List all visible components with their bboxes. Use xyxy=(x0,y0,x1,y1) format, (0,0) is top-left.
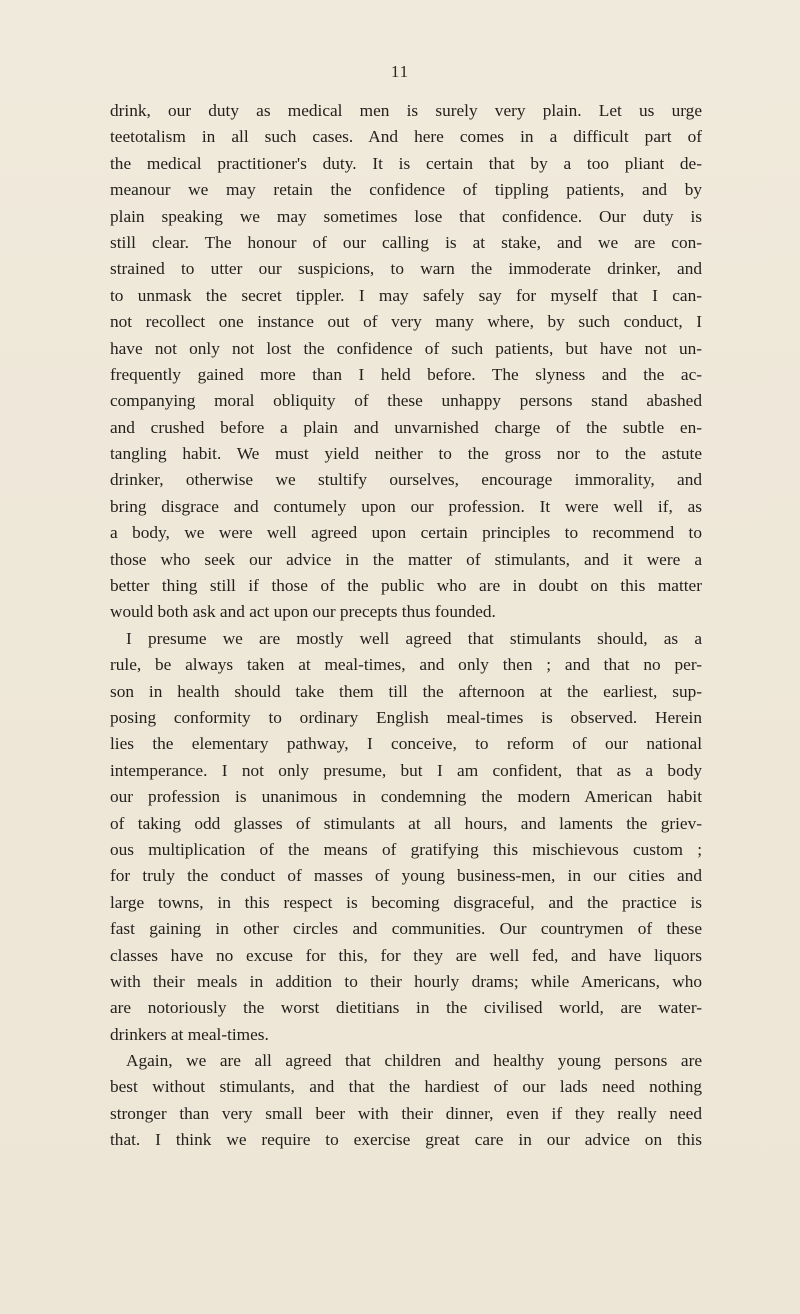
text-line: rule, be always taken at meal-times, and only then ; and that no per- xyxy=(110,655,702,675)
text-line: that. I think we require to exercise great care in our advice on this xyxy=(110,1130,702,1150)
text-line: companying moral obliquity of these unhappy persons stand abashed xyxy=(110,391,702,411)
body-text xyxy=(110,98,702,1154)
text-line: Again, we are all agreed that children and healthy young persons are xyxy=(126,1051,702,1071)
text-line: strained to utter our suspicions, to warn the immoderate drinker, and xyxy=(110,259,702,279)
text-line: a body, we were well agreed upon certain principles to recommend to xyxy=(110,523,702,543)
text-line: meanour we may retain the confidence of tippling patients, and by xyxy=(110,180,702,200)
text-line: lies the elementary pathway, I conceive, to reform of our national xyxy=(110,734,702,754)
text-line: of taking odd glasses of stimulants at all hours, and laments the griev- xyxy=(110,813,702,833)
text-line: I presume we are mostly well agreed that stimulants should, as a xyxy=(126,628,702,648)
text-line: stronger than very small beer with their dinner, even if they really need xyxy=(110,1103,702,1123)
text-line: drinkers at meal-times. xyxy=(110,1024,269,1044)
text-line: our profession is unanimous in condemning the modern American habit xyxy=(110,787,702,807)
text-line: and crushed before a plain and unvarnished charge of the subtle en- xyxy=(110,417,702,437)
text-line: teetotalism in all such cases. And here comes in a difficult part of xyxy=(110,127,702,147)
text-line: drinker, otherwise we stultify ourselves, encourage immorality, and xyxy=(110,470,702,490)
text-line: the medical practitioner's duty. It is certain that by a too pliant de- xyxy=(110,153,702,173)
text-line: have not only not lost the confidence of such patients, but have not un- xyxy=(110,338,702,358)
text-line: best without stimulants, and that the hardiest of our lads need nothing xyxy=(110,1077,702,1097)
page-number: 11 xyxy=(390,62,410,81)
text-line: for truly the conduct of masses of young business-men, in our cities and xyxy=(110,866,702,886)
text-line: classes have no excuse for this, for they are well fed, and have liquors xyxy=(110,945,702,965)
text-line: better thing still if those of the public who are in doubt on this matter xyxy=(110,576,702,596)
text-line: ous multiplication of the means of gratifying this mischievous custom ; xyxy=(110,839,702,859)
text-line: those who seek our advice in the matter of stimulants, and it were a xyxy=(110,549,702,569)
text-line: not recollect one instance out of very many where, by such conduct, I xyxy=(110,312,702,332)
text-line: son in health should take them till the afternoon at the earliest, sup- xyxy=(110,681,702,701)
text-line: large towns, in this respect is becoming disgraceful, and the practice is xyxy=(110,892,702,912)
text-line: with their meals in addition to their hourly drams; while Americans, who xyxy=(110,971,702,991)
text-line: to unmask the secret tippler. I may safely say for myself that I can- xyxy=(110,285,702,305)
text-line: fast gaining in other circles and communities. Our countrymen of these xyxy=(110,919,702,939)
text-line: drink, our duty as medical men is surely very plain. Let us urge xyxy=(110,101,702,120)
text-line: frequently gained more than I held before. The slyness and the ac- xyxy=(110,364,702,384)
text-line: still clear. The honour of our calling is at stake, and we are con- xyxy=(110,232,702,252)
text-line: tangling habit. We must yield neither to the gross nor to the astute xyxy=(110,444,702,464)
text-line: intemperance. I not only presume, but I am confident, that as a body xyxy=(110,760,702,780)
text-line: bring disgrace and contumely upon our profession. It were well if, as xyxy=(110,496,702,516)
text-line: would both ask and act upon our precepts thus founded. xyxy=(110,602,496,622)
text-line: plain speaking we may sometimes lose that confidence. Our duty is xyxy=(110,206,702,226)
text-line: are notoriously the worst dietitians in the civilised world, are water- xyxy=(110,998,702,1018)
text-line: posing conformity to ordinary English meal-times is observed. Herein xyxy=(110,707,702,727)
